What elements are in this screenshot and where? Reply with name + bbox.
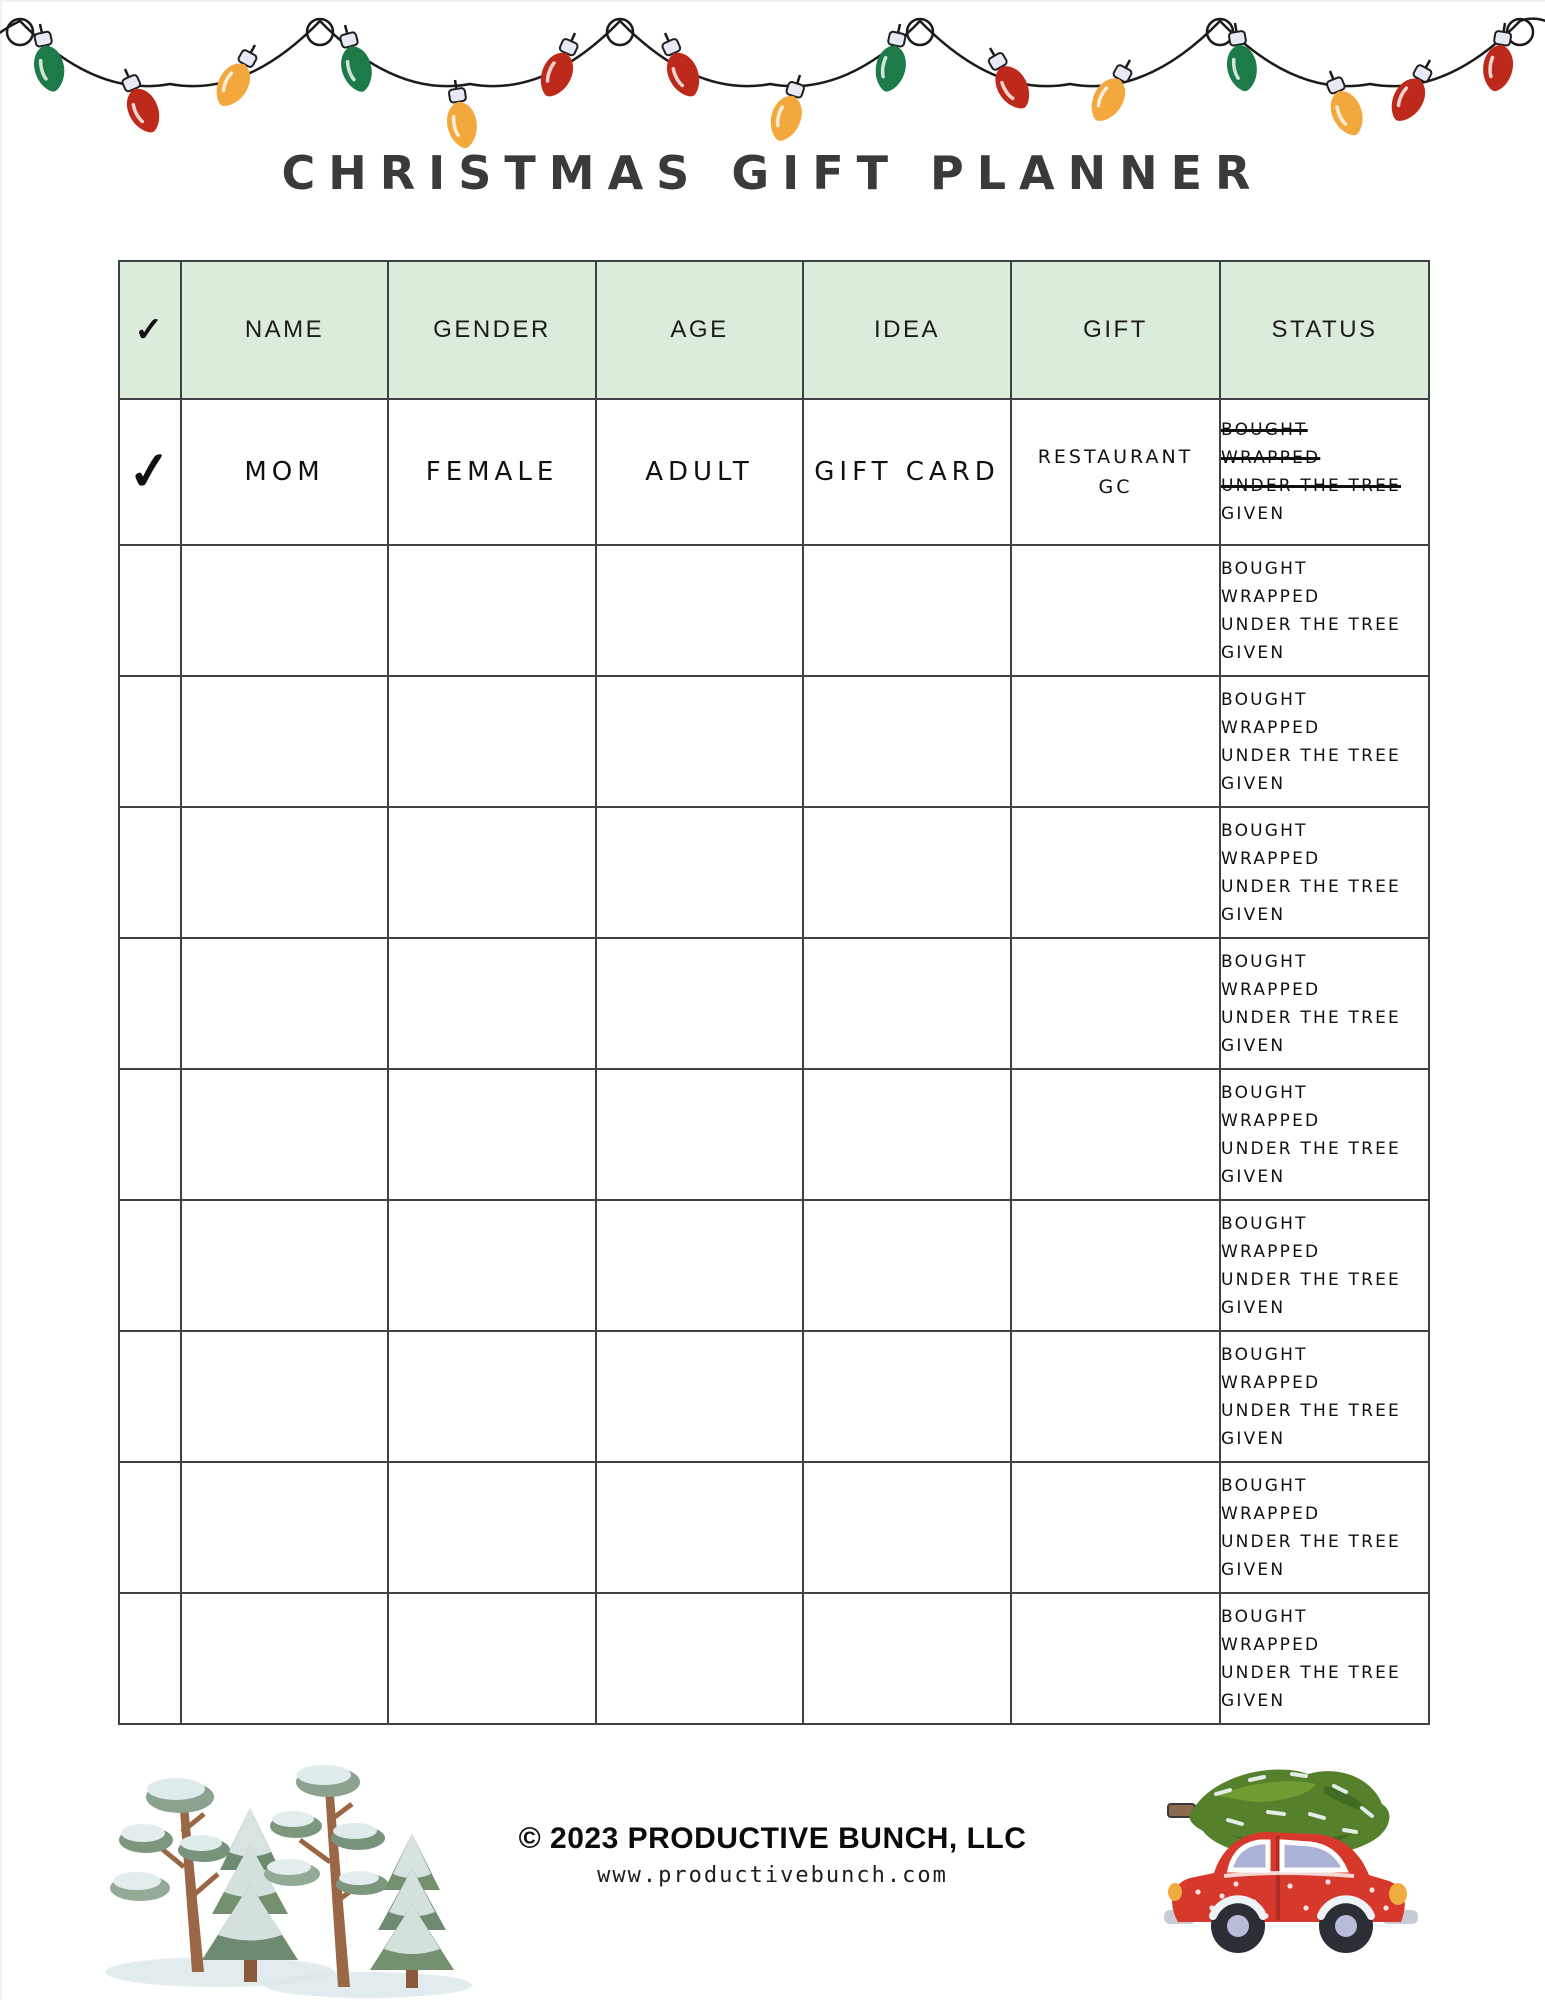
- gift-cell[interactable]: [1011, 1069, 1220, 1200]
- gift-cell[interactable]: [1011, 1593, 1220, 1724]
- status-option-bought[interactable]: BOUGHT: [1221, 420, 1308, 440]
- status-option-given[interactable]: GIVEN: [1221, 773, 1286, 794]
- row-check-cell[interactable]: [119, 1200, 181, 1331]
- header-name: NAME: [181, 261, 388, 399]
- status-option-under-the-tree[interactable]: UNDER THE TREE: [1221, 745, 1401, 766]
- status-option-given[interactable]: GIVEN: [1221, 642, 1286, 663]
- status-option-bought[interactable]: BOUGHT: [1221, 1082, 1308, 1103]
- christmas-light-bulb: [1220, 21, 1260, 94]
- status-option-wrapped[interactable]: WRAPPED: [1221, 848, 1321, 869]
- age-cell[interactable]: ADULT: [596, 399, 803, 545]
- idea-cell[interactable]: [803, 1331, 1011, 1462]
- status-option-wrapped[interactable]: WRAPPED: [1221, 448, 1321, 468]
- christmas-light-bulb: [1384, 53, 1443, 128]
- gift-cell[interactable]: [1011, 1200, 1220, 1331]
- gift-planner-table: [118, 260, 1430, 1725]
- status-cell: [1220, 399, 1429, 545]
- christmas-light-bulb: [765, 70, 814, 145]
- status-option-bought[interactable]: BOUGHT: [1221, 1606, 1308, 1627]
- header-idea: IDEA: [803, 261, 1011, 399]
- christmas-lights-garland: [0, 6, 1545, 156]
- table-row: [119, 1593, 1429, 1724]
- name-cell[interactable]: [181, 1593, 388, 1724]
- age-cell[interactable]: [596, 807, 803, 938]
- table-row: [119, 545, 1429, 676]
- row-check-cell[interactable]: [119, 1069, 181, 1200]
- row-check-cell[interactable]: [119, 1331, 181, 1462]
- name-cell[interactable]: [181, 1200, 388, 1331]
- status-option-wrapped[interactable]: WRAPPED: [1221, 717, 1321, 738]
- status-option-under-the-tree[interactable]: UNDER THE TREE: [1221, 1007, 1401, 1028]
- table-row: [119, 676, 1429, 807]
- age-cell[interactable]: [596, 1200, 803, 1331]
- status-option-wrapped[interactable]: WRAPPED: [1221, 1503, 1321, 1524]
- idea-cell[interactable]: GIFT CARD: [803, 399, 1011, 545]
- age-cell[interactable]: [596, 1593, 803, 1724]
- name-cell[interactable]: [181, 545, 388, 676]
- christmas-light-bulb: [1480, 21, 1520, 94]
- row-check-cell[interactable]: [119, 399, 181, 545]
- row-check-cell[interactable]: [119, 1593, 181, 1724]
- status-option-wrapped[interactable]: WRAPPED: [1221, 586, 1321, 607]
- row-check-cell[interactable]: [119, 938, 181, 1069]
- name-cell[interactable]: [181, 938, 388, 1069]
- status-cell: [1220, 1593, 1429, 1724]
- idea-cell[interactable]: [803, 1069, 1011, 1200]
- age-cell[interactable]: [596, 545, 803, 676]
- row-check-cell[interactable]: [119, 1462, 181, 1593]
- name-cell[interactable]: [181, 1331, 388, 1462]
- status-option-given[interactable]: GIVEN: [1221, 1297, 1286, 1318]
- status-cell: [1220, 1069, 1429, 1200]
- status-option-given[interactable]: GIVEN: [1221, 1690, 1286, 1711]
- idea-cell[interactable]: [803, 938, 1011, 1069]
- age-cell[interactable]: [596, 1069, 803, 1200]
- idea-cell[interactable]: [803, 1200, 1011, 1331]
- status-option-wrapped[interactable]: WRAPPED: [1221, 979, 1321, 1000]
- gender-cell[interactable]: [388, 1593, 596, 1724]
- status-option-under-the-tree[interactable]: UNDER THE TREE: [1221, 476, 1401, 496]
- table-row: [119, 399, 1429, 545]
- car-taillight: [1168, 1883, 1182, 1901]
- table-row: [119, 1200, 1429, 1331]
- gender-cell[interactable]: [388, 938, 596, 1069]
- row-check-cell[interactable]: [119, 676, 181, 807]
- checkmark-icon: ✓: [125, 440, 175, 504]
- christmas-light-bulb: [209, 38, 268, 113]
- name-cell[interactable]: MOM: [181, 399, 388, 545]
- age-cell[interactable]: [596, 1462, 803, 1593]
- name-cell[interactable]: [181, 1462, 388, 1593]
- gift-cell[interactable]: [1011, 1462, 1220, 1593]
- row-check-cell[interactable]: [119, 545, 181, 676]
- gift-cell[interactable]: RESTAURANT GC: [1011, 399, 1220, 545]
- gift-cell[interactable]: [1011, 676, 1220, 807]
- christmas-light-bulb: [1316, 65, 1369, 140]
- checkmark-icon: ✓: [134, 311, 166, 349]
- age-cell[interactable]: [596, 938, 803, 1069]
- status-cell: [1220, 545, 1429, 676]
- gift-cell[interactable]: [1011, 1331, 1220, 1462]
- christmas-light-bulb: [652, 27, 707, 102]
- car-wheel: [1211, 1899, 1265, 1953]
- gender-cell[interactable]: [388, 676, 596, 807]
- status-cell: [1220, 938, 1429, 1069]
- christmas-light-bulb: [112, 63, 167, 138]
- status-cell: [1220, 807, 1429, 938]
- status-option-bought[interactable]: BOUGHT: [1221, 820, 1308, 841]
- status-option-under-the-tree[interactable]: UNDER THE TREE: [1221, 1662, 1401, 1683]
- gender-cell[interactable]: [388, 1462, 596, 1593]
- idea-cell[interactable]: [803, 545, 1011, 676]
- status-option-bought[interactable]: BOUGHT: [1221, 1213, 1308, 1234]
- status-option-bought[interactable]: BOUGHT: [1221, 689, 1308, 710]
- gender-cell[interactable]: [388, 1069, 596, 1200]
- gender-cell[interactable]: [388, 1331, 596, 1462]
- gender-cell[interactable]: FEMALE: [388, 399, 596, 545]
- status-option-given[interactable]: GIVEN: [1221, 1166, 1286, 1187]
- name-cell[interactable]: [181, 807, 388, 938]
- status-option-given[interactable]: GIVEN: [1221, 1428, 1286, 1449]
- status-option-under-the-tree[interactable]: UNDER THE TREE: [1221, 1531, 1401, 1552]
- status-option-bought[interactable]: BOUGHT: [1221, 1475, 1308, 1496]
- gender-cell[interactable]: [388, 545, 596, 676]
- copyright-text: © 2023 PRODUCTIVE BUNCH, LLC: [518, 1822, 1027, 1855]
- garland-wire-loops: [7, 19, 1533, 45]
- status-option-given[interactable]: GIVEN: [1221, 504, 1286, 524]
- age-cell[interactable]: [596, 676, 803, 807]
- christmas-light-bulb: [533, 27, 588, 102]
- christmas-light-bulb: [331, 21, 377, 95]
- header-check-column: [119, 261, 181, 399]
- car-wheel: [1319, 1899, 1373, 1953]
- car-with-tree-illustration: [1158, 1752, 1426, 1978]
- car-body-group: [1164, 1832, 1418, 1953]
- table-row: [119, 1069, 1429, 1200]
- table-row: [119, 1331, 1429, 1462]
- name-cell[interactable]: [181, 676, 388, 807]
- status-option-bought[interactable]: BOUGHT: [1221, 951, 1308, 972]
- idea-cell[interactable]: [803, 1462, 1011, 1593]
- age-cell[interactable]: [596, 1331, 803, 1462]
- status-option-given[interactable]: GIVEN: [1221, 904, 1286, 925]
- website-url: www.productivebunch.com: [597, 1863, 948, 1888]
- gender-cell[interactable]: [388, 1200, 596, 1331]
- status-option-under-the-tree[interactable]: UNDER THE TREE: [1221, 876, 1401, 897]
- status-option-wrapped[interactable]: WRAPPED: [1221, 1372, 1321, 1393]
- car-headlight: [1389, 1883, 1407, 1905]
- status-option-under-the-tree[interactable]: UNDER THE TREE: [1221, 614, 1401, 635]
- christmas-light-bulb: [1084, 53, 1143, 128]
- status-option-under-the-tree[interactable]: UNDER THE TREE: [1221, 1138, 1401, 1159]
- table-header-row: [119, 261, 1429, 399]
- name-cell[interactable]: [181, 1069, 388, 1200]
- table-row: [119, 938, 1429, 1069]
- gender-cell[interactable]: [388, 807, 596, 938]
- status-cell: [1220, 676, 1429, 807]
- christmas-light-bulb: [977, 41, 1037, 115]
- header-gift: GIFT: [1011, 261, 1220, 399]
- table-row: [119, 807, 1429, 938]
- header-age: AGE: [596, 261, 803, 399]
- page-title: CHRISTMAS GIFT PLANNER: [281, 146, 1264, 200]
- status-option-wrapped[interactable]: WRAPPED: [1221, 1634, 1321, 1655]
- status-option-wrapped[interactable]: WRAPPED: [1221, 1110, 1321, 1131]
- status-cell: [1220, 1331, 1429, 1462]
- idea-cell[interactable]: [803, 676, 1011, 807]
- status-cell: [1220, 1462, 1429, 1593]
- status-option-bought[interactable]: BOUGHT: [1221, 1344, 1308, 1365]
- gift-cell[interactable]: [1011, 938, 1220, 1069]
- gift-cell[interactable]: [1011, 807, 1220, 938]
- status-option-wrapped[interactable]: WRAPPED: [1221, 1241, 1321, 1262]
- gift-cell[interactable]: [1011, 545, 1220, 676]
- idea-cell[interactable]: [803, 807, 1011, 938]
- row-check-cell[interactable]: [119, 807, 181, 938]
- status-option-bought[interactable]: BOUGHT: [1221, 558, 1308, 579]
- status-option-under-the-tree[interactable]: UNDER THE TREE: [1221, 1400, 1401, 1421]
- table-row: [119, 1462, 1429, 1593]
- status-cell: [1220, 1200, 1429, 1331]
- idea-cell[interactable]: [803, 1593, 1011, 1724]
- status-option-under-the-tree[interactable]: UNDER THE TREE: [1221, 1269, 1401, 1290]
- header-gender: GENDER: [388, 261, 596, 399]
- christmas-light-bulb: [440, 78, 480, 151]
- status-option-given[interactable]: GIVEN: [1221, 1559, 1286, 1580]
- header-status: STATUS: [1220, 261, 1429, 399]
- status-option-given[interactable]: GIVEN: [1221, 1035, 1286, 1056]
